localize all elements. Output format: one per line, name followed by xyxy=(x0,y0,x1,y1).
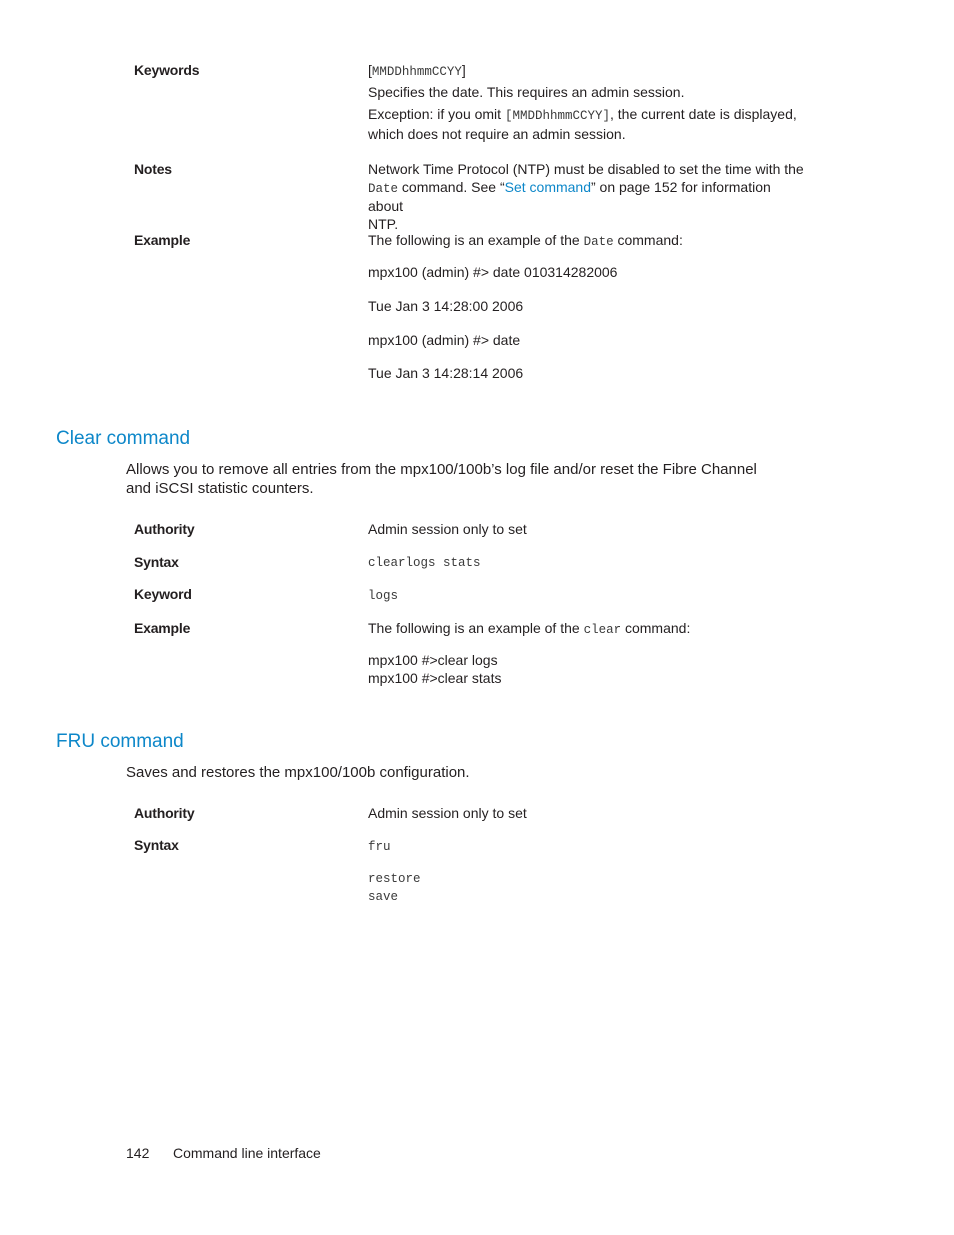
notes-label: Notes xyxy=(134,161,172,177)
clear-authority-label: Authority xyxy=(134,521,195,537)
fru-syntax-label: Syntax xyxy=(134,837,179,853)
clear-syntax-value: clearlogs stats xyxy=(368,556,481,570)
notes-code: Date xyxy=(368,181,399,196)
keywords-desc: Specifies the date. This requires an admin session. xyxy=(368,84,685,100)
fru-command-heading: FRU command xyxy=(56,731,184,752)
clear-intro-line2: and iSCSI statistic counters. xyxy=(126,480,314,497)
fru-command-intro: Saves and restores the mpx100/100b configuration. xyxy=(126,764,470,781)
fru-syntax-value: fru xyxy=(368,840,391,854)
keywords-param-code: MMDDhhmmCCYY xyxy=(371,65,462,79)
clear-example-label: Example xyxy=(134,620,191,636)
date-example-line: mpx100 (admin) #> date xyxy=(368,332,521,348)
date-example-intro xyxy=(368,232,808,252)
clear-command-intro xyxy=(126,460,806,498)
clear-command-heading: Clear command xyxy=(56,428,191,449)
notes-line3: NTP. xyxy=(368,215,399,232)
exception-post-2: which does not require an admin session. xyxy=(368,125,626,142)
notes-mid: command. See “ xyxy=(398,178,505,195)
fru-syntax-option: restore xyxy=(368,872,421,886)
clear-example-intro xyxy=(368,620,808,640)
date-example-post: command: xyxy=(613,232,683,248)
date-example-pre: The following is an example of the xyxy=(368,232,584,248)
page-number: 142 xyxy=(126,1145,150,1161)
set-command-link[interactable]: Set command xyxy=(504,178,591,195)
fru-syntax-option: save xyxy=(368,889,399,904)
date-example-code: Date xyxy=(583,235,614,249)
date-example-line: mpx100 (admin) #> date 010314282006 xyxy=(368,264,618,280)
date-example-line: Tue Jan 3 14:28:00 2006 xyxy=(368,298,524,314)
notes-line1: Network Time Protocol (NTP) must be disabled to set the time with the xyxy=(368,161,804,177)
fru-authority-label: Authority xyxy=(134,805,195,821)
notes-after-link: ” on page 152 for information about xyxy=(368,178,771,214)
clear-keyword-value: logs xyxy=(368,589,399,603)
notes-text xyxy=(368,161,808,233)
date-example-label: Example xyxy=(134,232,191,248)
clear-example-post: command: xyxy=(621,620,691,636)
clear-keyword-label: Keyword xyxy=(134,586,192,602)
keywords-label: Keywords xyxy=(134,62,200,78)
exception-pre: Exception: if you omit xyxy=(368,106,505,122)
clear-example-pre: The following is an example of the xyxy=(368,620,584,636)
clear-example-code: clear xyxy=(583,623,622,637)
fru-authority-value: Admin session only to set xyxy=(368,805,527,821)
clear-example-code-block xyxy=(368,652,808,687)
keywords-param: [MMDDhhmmCCYY] xyxy=(368,62,466,79)
exception-code: [MMDDhhmmCCYY] xyxy=(504,109,610,123)
clear-syntax-label: Syntax xyxy=(134,554,179,570)
exception-post-1: , the current date is displayed, xyxy=(609,106,797,122)
clear-example-line1: mpx100 #>clear logs xyxy=(368,652,498,668)
clear-intro-line1: Allows you to remove all entries from the mpx100/100b’s log file and/or reset the Fibre Channel xyxy=(126,461,757,478)
keywords-exception xyxy=(368,106,808,143)
clear-authority-value: Admin session only to set xyxy=(368,521,527,537)
date-example-line: Tue Jan 3 14:28:14 2006 xyxy=(368,365,524,381)
fru-syntax-options xyxy=(368,871,808,906)
clear-example-line2: mpx100 #>clear stats xyxy=(368,669,502,686)
chapter-title: Command line interface xyxy=(173,1145,321,1161)
